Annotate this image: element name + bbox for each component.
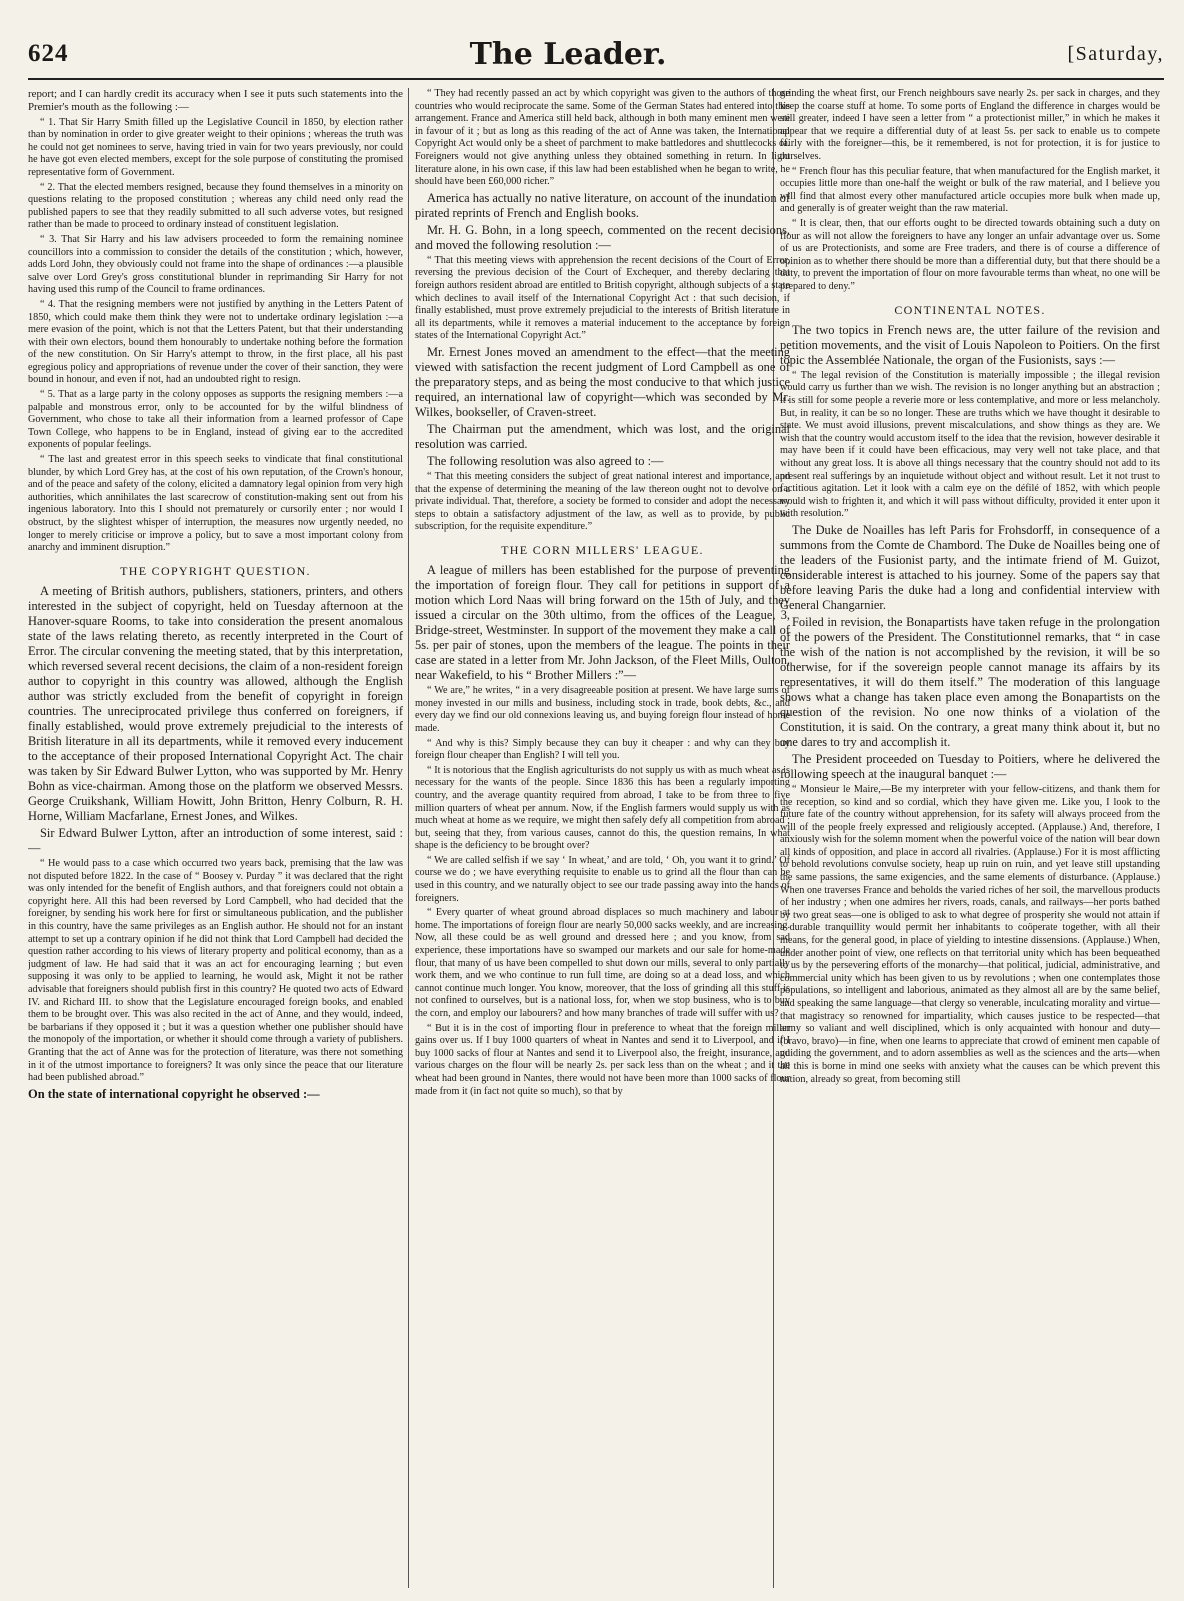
paragraph: report; and I can hardly credit its accuracy when I see it puts such statements into the Premier's mouth as the following :—: [28, 88, 403, 114]
quoted-paragraph: “ That this meeting views with apprehension the recent decisions of the Court of Error, reversing the previous decision of the Court of Exchequer, and thereby declaring that foreign authors resident abroad are entitled to British copyright, although subjects of a state which declines to avail itself of the International Copyright Act : that such decision, if finally established, must prove extremely prejudicial to the interests of British literature in all its departments, while it removes a material inducement to the acceptance by foreign states of the International Copyright Act.”: [415, 254, 790, 342]
paragraph: The following resolution was also agreed to :—: [427, 453, 664, 468]
quoted-paragraph: grinding the wheat first, our French neighbours save nearly 2s. per sack in charges, and they keep the coarse stuff at home. To some ports of England the difference in charges would be still greater, indeed I have seen a letter from “ a protectionist miller,” in which he makes it appear that we require a differential duty of at least 5s. per sack to enable us to compete fairly with the foreigner—this, be it remembered, is not for protection, it is for justice to ourselves.: [780, 88, 1160, 162]
quoted-paragraph: “ 3. That Sir Harry and his law advisers proceeded to form the remaining nominee councillors into a commission to consider the details of the constitution ; which, however, adds Lord John, they obviously could not frame into the shape of ordinances :—a plausible salve over Lord Grey's gross constitutional blunder in reprimanding Sir Harry for not having used this rump of the Council to frame ordinances.: [28, 233, 403, 296]
section-heading-copyright: THE COPYRIGHT QUESTION.: [120, 563, 311, 578]
paragraph: America has actually no native literature, on account of the inundation of pirated reprints of French and English books.: [415, 190, 790, 220]
section-heading-continental-notes: CONTINENTAL NOTES.: [894, 302, 1046, 317]
issue-day: [Saturday,: [1067, 42, 1164, 65]
quoted-paragraph: “ It is clear, then, that our efforts ought to be directed towards obtaining such a duty on flour as will not allow the foreigners to have any longer an unfair advantage over us. Some of us are Protectionists, and some are Free traders, and there is of course a difference of opinion as to whether there should be more than a differential duty, but that there should be a duty, to prevent the importation of flour on more favourable terms than wheat, no one will be prepared to deny.”: [780, 217, 1160, 292]
quoted-paragraph: “ Monsieur le Maire,—Be my interpreter with your fellow-citizens, and thank them for the reception, so kind and so cordial, which they have given me. Like you, I look to the future fate of the country without apprehension, for its safety will always proceed from the will of the people freely expressed and religiously accepted. (Applause.) And, therefore, I anxiously wish for the solemn moment when the powerful voice of the nation will bear down all kinds of opposition, and place in accord all rivalries. (Applause.) For it is most afflicting to behold revolutions convulse society, heap up ruin on ruin, and yet leave still upstanding the same passions, the same exigencies, and the same elements of disturbance. (Applause.) When one traverses France and beholds the varied riches of her soil, the marvellous products of her industry ; when one admires her rivers, roads, canals, and railways—her ports bathed by two great seas—one is obliged to ask to what degree of prosperity she would not attain if a durable tranquillity would permit her inhabitants to coöperate together, with all their means, for the general good, in place of yielding to intestine dissensions. (Applause.) When, under another point of view, one reflects on that territorial unity which has been bequeathed to us by the persevering efforts of the monarchy—that political, judicial, administrative, and commercial unity which has been given to us by revolutions ; when one contemplates those populations, so intelligent and laborious, animated as they almost all are by the same belief, and speaking the same language—that clergy so venerable, inculcating morality and virtue—that magistracy so renowned for impartiality, which causes justice to be respected—that army so valiant and well disciplined, which is only acquainted with honour and duty—(bravo, bravo)—in fine, when one learns to appreciate that crowd of eminent men capable of guiding the government, and to adorn assemblies as well as the sciences and the arts—when all this is borne in mind one seeks with anxiety what the causes can be which prevent this nation, already so great, from becoming still: [780, 783, 1160, 1085]
quoted-paragraph: “ But it is in the cost of importing flour in preference to wheat that the foreign miller gains over us. If I buy 1000 quarters of wheat in Nantes and send it to Liverpool, and if I buy 1000 sacks of flour at Nantes and send it to Liverpool also, the freight, insurance, and various charges on the flour will be nearly 2s. per sack less than on the wheat ; and it the wheat had been ground in Nantes, there would not have been more than 1000 sacks of flour made from it (in fact not quite so much), so that by: [415, 1022, 790, 1097]
column-1: [28, 88, 403, 1588]
quoted-paragraph: “ We are,” he writes, “ in a very disagreeable position at present. We have large sums of money invested in our mills and business, including stock in trade, book debts, &c., and every day we find our old connexions leaving us, and buying foreign flour instead of home made.: [415, 685, 790, 734]
column-3: [780, 88, 1160, 1588]
masthead: [28, 30, 1164, 80]
quoted-paragraph: “ 4. That the resigning members were not justified by anything in the Letters Patent of 1850, which could make them think they were not to undertake ordinary legislation :—a mere evasion of the point, which is not that the Letters Patent, but that their understanding with their own electors, bound them honourably to undertake nothing before the formation of the new constitution. On Sir Harry's attempt to throw, in the first place, all his past egregious policy and appropriations of revenue under the cover of their sanction, they were bound in honour, and even if not, had an undoubted right to resign.: [28, 298, 403, 386]
paragraph: Foiled in revision, the Bonapartists have taken refuge in the prolongation of the powers of the President. The Constitutionnel remarks, that “ in case the wish of the nation is not accomplished by the revision, it will be so otherwise, for if the sovereign people cannot manage its affairs by its representatives, it will do them itself.” The moderation of this language shows what a change has taken place even among the Bonapartists on the question of the revision. No one now thinks of a violation of the Constitution, it is said. On the contrary, a great many think about it, but no one dares to try and accomplish it.: [780, 614, 1160, 749]
paragraph: The two topics in French news are, the utter failure of the revision and petition movements, and the visit of Louis Napoleon to Poitiers. On the first topic the Assemblée Nationale, the organ of the Fusionists, says :—: [780, 322, 1160, 367]
quoted-paragraph: “ He would pass to a case which occurred two years back, premising that the law was not disputed before 1822. In the case of “ Boosey v. Purday ” it was declared that the right was only intended for the benefit of English authors, and that foreigners could not obtain a copyright here. All this had been reversed by Lord Campbell, who had decided that the foreigner, by sending his work here for first or simultaneous publication, and the publisher in this country, have the same privileges as an English author. He should not for an instant attempt to set up a contrary opinion if he did not think that Lord Campbell had decided the question rather according to his views of literary property and political economy, than as a judgment of law. He had said that it was an act for encouraging learning ; but even supposing it was only to be applied to learning, he would ask, Might it not be rather advisable that foreigners should publish first in this country? He quoted two acts of Edward IV. and Richard III. to show that the Legislature encouraged foreign books, and enabled them to be brought over. This was also recited in the act of Anne, and they would, indeed, be barbarians if they opposed it ; but it was a question whether one publisher should have the monopoly of the importation, or whether it should come through a variety of publishers. Granting that the act of Anne was for the protection of literature, was there not something in it of the utmost importance to foreigners? It was only since the peace that our literature had been published abroad.”: [28, 858, 403, 1084]
paragraph: A league of millers has been established for the purpose of preventing the importation of foreign flour. They call for petitions in support of a motion which Lord Naas will bring forward on the 15th of July, and they issued a circular on the 30th ultimo, from the offices of the League, 3, Bridge-street, Westminster. In support of the movement they make a call of 5s. per pair of stones, upon the members of the league. The points in their case are stated in a letter from Mr. John Jackson, of the Fleet Mills, Oulton, near Wakefield, to his “ Brother Millers :”—: [415, 563, 790, 683]
quoted-paragraph: “ The last and greatest error in this speech seeks to vindicate that final constitutional blunder, by which Lord Grey has, at the cost of his own reputation, of the Crown's honour, and of the peace and safety of the colony, elicited a damnatory legal opinion from very high authorities, which annihilates the last scarecrow of constitution-making sent out from his ingenious laboratory. Into this I should not prematurely or cursorily enter ; nor would I obstruct, by the slightest whisper of interruption, the measures now urgently needed, no longer to merely criticise or improve a policy, but to save a most important colony from anarchy and imminent disruption.”: [28, 454, 403, 554]
quoted-paragraph: “ Every quarter of wheat ground abroad displaces so much machinery and labour at home. The importations of foreign flour are nearly 50,000 sacks weekly, and are increasing. Now, all these could be as well ground and dressed here ; and you know, from sad experience, these importations have so swamped our markets and our sale for home-made flour, that many of us have been compelled to shut down our mills, several to only partially work them, and we who continue to run full time, are doing so at a dead loss, and which cannot continue much longer. You know, moreover, that the loss of grinding all this stuff is not confined to ourselves, but is a national loss, for, when we stop business, who is to buy the corn, and employ our labourers? and how many branches of trade will suffer with us?: [415, 907, 790, 1020]
quoted-paragraph: “ And why is this? Simply because they can buy it cheaper : and why can they buy foreign flour cheaper than English? I will tell you.: [415, 737, 790, 762]
quoted-paragraph: “ They had recently passed an act by which copyright was given to the authors of those countries who would reciprocate the same. Some of the German States had entered into this arrangement. France and America still held back, although in both many eminent men were in favour of it ; but as long as this reading of the act of Anne was taken, the International Copyright Act would only be a sheet of parchment to make battledores and shuttlecocks of. Foreigners would not give anything unless they obtained something in return. In light literature alone, in his own case, if this law had been established when he began to write, he should have been £60,000 richer.”: [415, 88, 790, 188]
section-heading-corn-millers: THE CORN MILLERS' LEAGUE.: [501, 542, 704, 557]
quoted-paragraph: “ 5. That as a large party in the colony opposes as supports the resigning members :—a palpable and monstrous error, only to be accounted for by the wilful blindness of Government, who chose to take all their information from a learned professor of Cape Town College, who happens to be in England, instead of giving ear to the accredited exponents of popular feelings.: [28, 389, 403, 451]
quoted-paragraph: “ That this meeting considers the subject of great national interest and importance, and that the expense of determining the meaning of the law thereon ought not to devolve on a private individual. That, therefore, a society be formed to consider and adopt the necessary steps to obtain a satisfactory adjustment of the law, as well as to provide, by public subscription, for the requisite expenditure.”: [415, 470, 790, 533]
paragraph: A meeting of British authors, publishers, stationers, printers, and others interested in the subject of copyright, held on Tuesday afternoon at the Hanover-square Rooms, to take into consideration the present anomalous state of the laws relating thereto, as recently interpreted in the Court of Error. The circular convening the meeting stated, that by this interpretation, which reversed several recent decisions, the claim of a non-resident foreign author to copyright in this country was allowed, although the English author was strictly excluded from the benefit of copyright in foreign countries. The unreciprocated privilege thus conferred on foreigners, if finally established, would prove extremely prejudicial to the interests of British literature in all its departments, while it removed every inducement to the acceptance of their proposed International Copyright Act. The chair was taken by Sir Edward Bulwer Lytton, who was supported by Mr. Henry Bohn as vice-chairman. Among those on the platform we observed Messrs. George Cruikshank, William Howitt, John Britton, Henry Colburn, R. H. Horne, William Macfarlane, Ernest Jones, and Wilkes.: [28, 584, 403, 824]
paragraph: The President proceeded on Tuesday to Poitiers, where he delivered the following speech at the inaugural banquet :—: [780, 751, 1160, 781]
paragraph: On the state of international copyright he observed :—: [28, 1086, 320, 1101]
quoted-paragraph: “ We are called selfish if we say ‘ In wheat,’ and are told, ‘ Oh, you want it to grind.’ Of course we do ; we have everything requisite to enable us to grind all the flour than can be used in this country, and we naturally object to see our trade passing away into the hands of foreigners.: [415, 854, 790, 904]
newspaper-title: The Leader.: [469, 36, 667, 72]
paragraph: Sir Edward Bulwer Lytton, after an introduction of some interest, said :—: [28, 826, 403, 856]
quoted-paragraph: “ 1. That Sir Harry Smith filled up the Legislative Council in 1850, by election rather than by nomination in order to give greater weight to their opinions ; whereas the truth was he could not get nominees to serve, having tried in vain for two years previously, nor could he have got even elected members, except for the sole purpose of constituting the promised representative form of Government.: [28, 116, 403, 178]
quoted-paragraph: “ French flour has this peculiar feature, that when manufactured for the English market, it occupies little more than one-half the weight or bulk of the raw material, and I believe you will find that almost every other manufactured article occupies more bulk when made up, and generally is of greater weight than the raw material.: [780, 165, 1160, 215]
column-divider: [408, 88, 409, 1588]
column-2: [415, 88, 790, 1588]
quoted-paragraph: “ It is notorious that the English agriculturists do not supply us with as much wheat as is necessary for the wants of the people. Since 1836 this has been a regularly importing country, and the average quantity required from abroad, I take to be from three to five million quarters of wheat per annum. Now, if the English farmers would supply us with as much wheat at home as we require, we might then safely defy all competition from abroad ; but, seeing that they, from various causes, cannot do this, the question remains, In what shape is the deficiency to be brought over?: [415, 764, 790, 852]
page-number: 624: [28, 40, 69, 67]
paragraph: The Chairman put the amendment, which was lost, and the original resolution was carried.: [415, 421, 790, 451]
paragraph: Mr. H. G. Bohn, in a long speech, commented on the recent decisions, and moved the following resolution :—: [415, 222, 790, 252]
paragraph: Mr. Ernest Jones moved an amendment to the effect—that the meeting viewed with satisfaction the recent judgment of Lord Campbell as one of the preparatory steps, and as being the most conducive to that which justice required, an international law of copyright—which was seconded by Mr. Wilkes, bookseller, of Craven-street.: [415, 344, 790, 419]
paragraph: The Duke de Noailles has left Paris for Frohsdorff, in consequence of a summons from the Comte de Chambord. The Duke de Noailles being one of the leaders of the Fusionist party, and the intimate friend of M. Guizot, considerable interest is attached to his journey. Some of the papers say that before leaving Paris the duke had a long and confidential interview with General Changarnier.: [780, 522, 1160, 612]
quoted-paragraph: “ The legal revision of the Constitution is materially impossible ; the illegal revision would carry us further than we wish. The revision is no longer anything but an abstraction ; it is still for some people a reverie more or less contemplative, and more or less melancholy. But, in reality, it can be so no longer. These are truths which we have thought it desirable to state. We must avoid illusions, prevent miscalculations, and show things as they are. We wish that the country would accustom itself to the idea that the revision, however desirable it may have been if it could have been efficacious, may very well not take place, and that without any great loss. It is above all things necessary that the country should not add to its present real sufferings by an inquietude without object and without result. Let it not trust to factitious agitation. Let it look with a calm eye on the défilé of 1852, with which people would wish to frighten it, and which it will pass without difficulty, provided it enter upon it with resolution.”: [780, 369, 1160, 520]
quoted-paragraph: “ 2. That the elected members resigned, because they found themselves in a minority on questions relating to the proposed constitution ; whereas any child need only read the published papers to see that they readily submitted to all such adverse votes, but resigned rather than be made to proceed to ordinary instead of constituent legislation.: [28, 181, 403, 231]
